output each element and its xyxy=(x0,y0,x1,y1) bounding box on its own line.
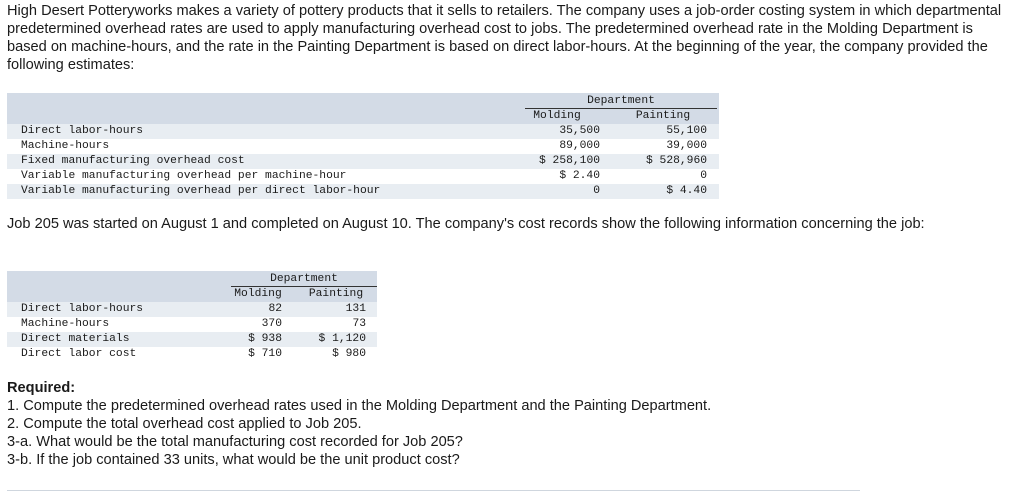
painting-value: 73 xyxy=(352,318,366,330)
molding-value: $ 258,100 xyxy=(538,155,600,167)
required-item: 3-a. What would be the total manufacturing cost recorded for Job 205? xyxy=(7,434,463,450)
molding-value: 35,500 xyxy=(559,125,600,137)
job-col-molding: Molding xyxy=(234,288,282,300)
table-row xyxy=(7,317,377,332)
painting-value: $ 1,120 xyxy=(318,333,366,345)
estimates-table xyxy=(7,93,719,201)
estimates-col-molding: Molding xyxy=(533,110,581,122)
row-label: Direct labor-hours xyxy=(21,125,144,137)
job-table xyxy=(7,271,377,365)
painting-value: $ 528,960 xyxy=(645,155,707,167)
row-label: Machine-hours xyxy=(21,140,110,152)
table-row xyxy=(7,154,719,169)
table-row xyxy=(7,139,719,154)
row-label: Direct materials xyxy=(21,333,130,345)
required-heading: Required: xyxy=(7,380,76,396)
required-item: 2. Compute the total overhead cost applied to Job 205. xyxy=(7,416,362,432)
row-label: Variable manufacturing overhead per direct labor-hour xyxy=(21,185,381,197)
required-item: 1. Compute the predetermined overhead rates used in the Molding Department and the Painting Department. xyxy=(7,398,712,414)
table-row xyxy=(7,302,377,317)
painting-value: 39,000 xyxy=(666,140,707,152)
molding-value: 82 xyxy=(268,303,282,315)
molding-value: $ 710 xyxy=(248,348,282,360)
table-row xyxy=(7,184,719,199)
job-group-header: Department xyxy=(270,273,338,285)
row-label: Fixed manufacturing overhead cost xyxy=(21,155,245,167)
painting-value: 131 xyxy=(345,303,366,315)
row-label: Variable manufacturing overhead per machine-hour xyxy=(21,170,347,182)
table-row xyxy=(7,124,719,139)
painting-value: 0 xyxy=(700,170,707,182)
job-col-painting: Painting xyxy=(308,288,364,300)
required-item: 3-b. If the job contained 33 units, what would be the unit product cost? xyxy=(7,452,460,468)
row-label: Direct labor-hours xyxy=(21,303,144,315)
molding-value: $ 938 xyxy=(248,333,282,345)
bottom-divider xyxy=(7,490,860,491)
required-section xyxy=(7,379,711,469)
molding-value: 370 xyxy=(261,318,282,330)
painting-value: 55,100 xyxy=(666,125,707,137)
table-row xyxy=(7,169,719,184)
table-row xyxy=(7,332,377,347)
row-label: Machine-hours xyxy=(21,318,110,330)
row-label: Direct labor cost xyxy=(21,348,137,360)
painting-value: $ 980 xyxy=(332,348,366,360)
estimates-col-painting: Painting xyxy=(635,110,691,122)
painting-value: $ 4.40 xyxy=(666,185,707,197)
job-paragraph: Job 205 was started on August 1 and completed on August 10. The company's cost records show the following information concerning the job: xyxy=(7,216,925,232)
molding-value: 89,000 xyxy=(559,140,600,152)
molding-value: 0 xyxy=(593,185,600,197)
table-row xyxy=(7,347,377,362)
intro-paragraph: High Desert Potteryworks makes a variety of pottery products that it sells to retailers. The company uses a job-order costing system in which departmental predetermined overhead rates are used to apply manufacturing overhead cost to jobs. The predetermined overhead rate in the Molding Department is based on machine-hours, and the rate in the Painting Department is based on direct labor-hours. At the beginning of the year, the company provided the following estimates: xyxy=(7,3,1002,73)
estimates-group-header: Department xyxy=(587,95,655,107)
molding-value: $ 2.40 xyxy=(559,170,600,182)
